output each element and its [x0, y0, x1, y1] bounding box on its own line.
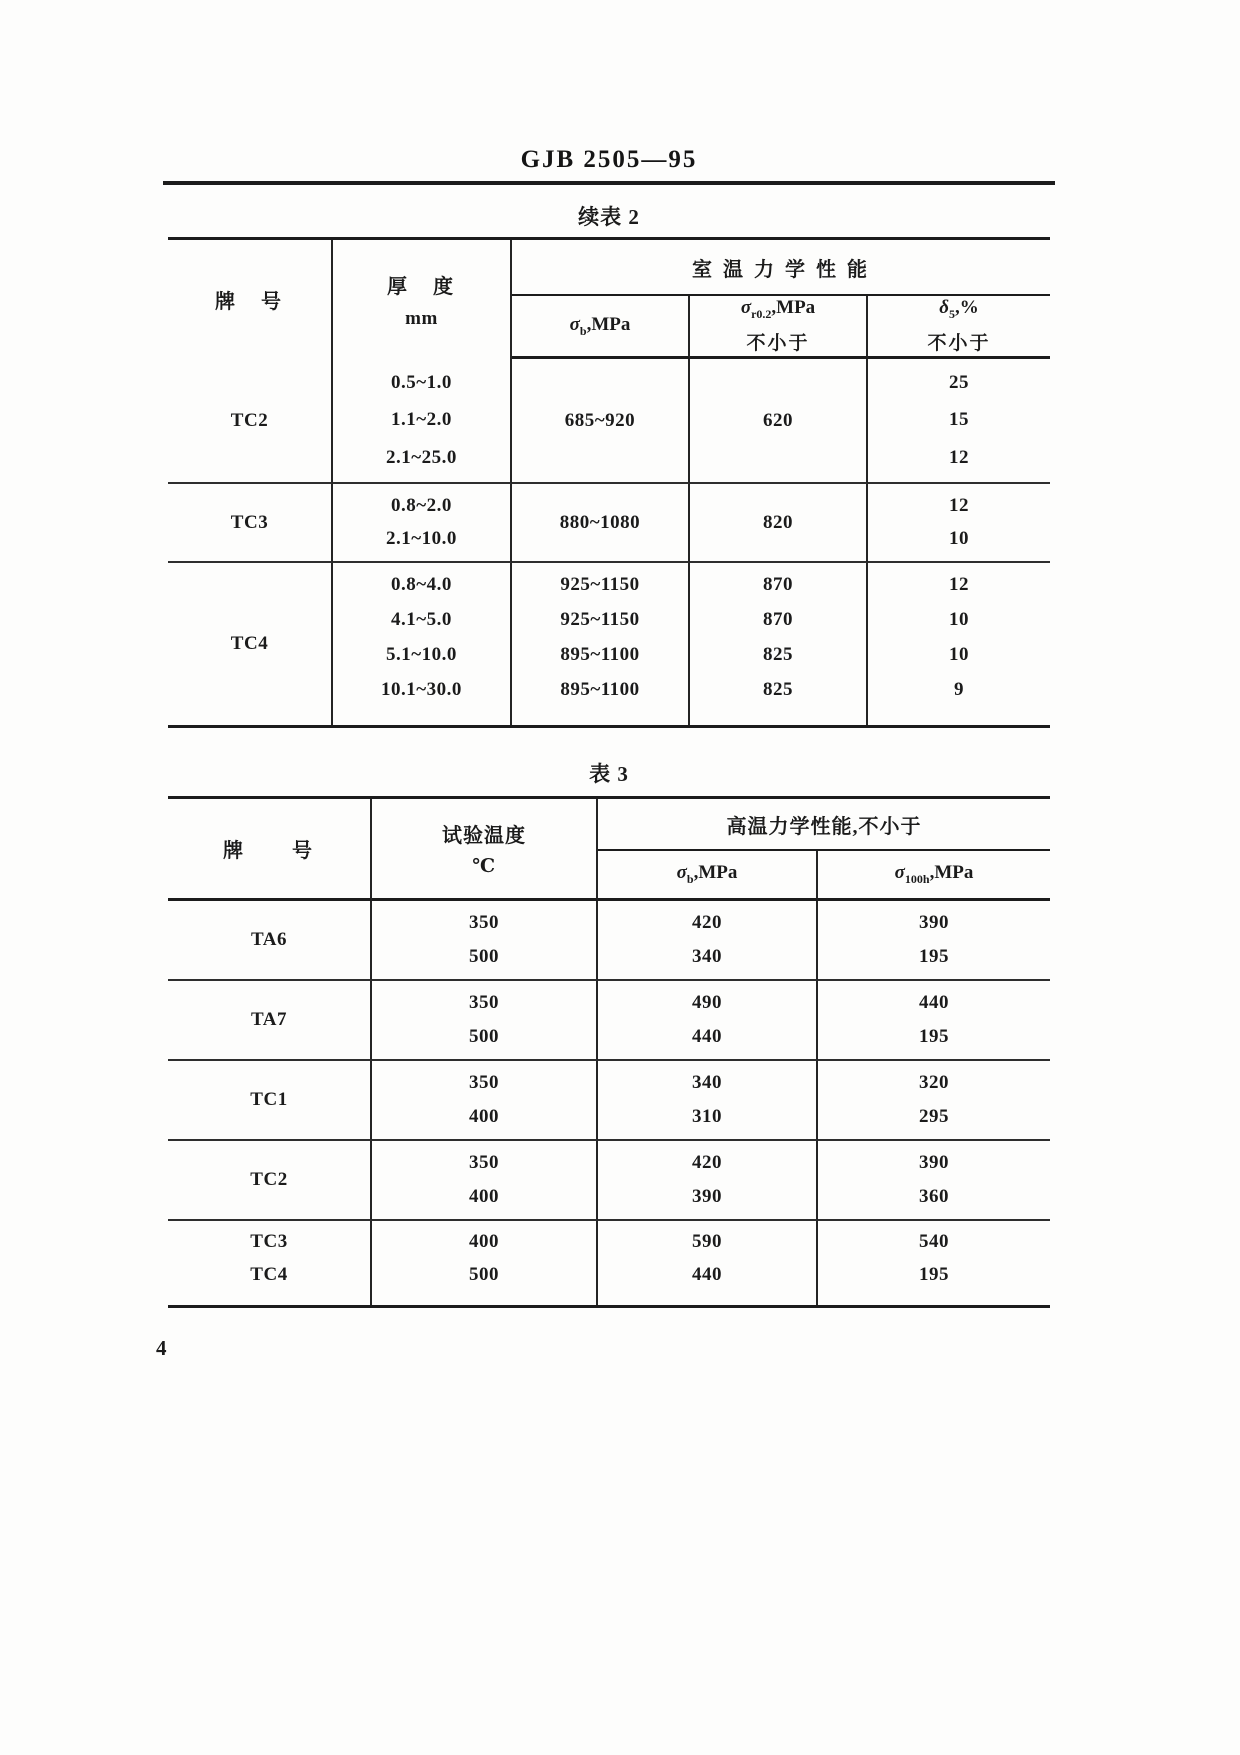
table-cell-value: 540 [919, 1231, 949, 1253]
table-cell-value: 15 [949, 409, 969, 431]
table2-row-tc3-thickness [333, 484, 512, 563]
table-cell-value: 195 [919, 946, 949, 967]
table2-row-tc4-delta5 [868, 563, 1050, 725]
table2-row-tc3-grade: TC3 [168, 484, 333, 563]
table-cell-value: 590 [692, 1231, 722, 1253]
table2-row-tc3-sigma-r02: 820 [690, 484, 868, 563]
table3-row-ta6-sigma-b [598, 901, 818, 981]
table-cell-value: TC3 [250, 1231, 288, 1253]
table-cell-value: 825 [763, 643, 793, 665]
table-cell-value: 320 [919, 1072, 949, 1093]
table3-header-group-high-temp: 高温力学性能,不小于 [598, 799, 1050, 851]
table3-header-sigma-b [598, 851, 818, 901]
table2-room-temp-properties [168, 237, 1050, 728]
table-cell-value: 500 [469, 946, 499, 967]
table-cell-value: 350 [469, 1152, 499, 1173]
table-cell-value: 870 [763, 609, 793, 631]
table-cell-value: 500 [469, 1026, 499, 1047]
table-cell-value: 295 [919, 1106, 949, 1127]
table-cell-value: 195 [919, 1026, 949, 1047]
table3-row-tc2-sigma-b [598, 1141, 818, 1221]
table2-row-tc2-grade: TC2 [168, 359, 333, 484]
table-cell-value: 870 [763, 574, 793, 596]
table3-row-tc3-tc4-grade [168, 1221, 372, 1305]
table2-row-tc3-sigma-b: 880~1080 [512, 484, 690, 563]
table3-row-tc3-tc4-temp [372, 1221, 598, 1305]
table3-row-tc1-temp [372, 1061, 598, 1141]
sigma-b-symbol: $\sigma_b,MPa$ [676, 862, 738, 886]
table3-row-tc1-grade: TC1 [168, 1061, 372, 1141]
table-cell-value: 390 [919, 912, 949, 933]
table2-header-sigma-b [512, 296, 690, 359]
table-cell-value: 440 [692, 1026, 722, 1047]
table-cell-value: 0.8~4.0 [391, 574, 452, 596]
table2-header-thickness-label: 厚 度 [387, 275, 456, 298]
table-cell-value: 400 [469, 1106, 499, 1127]
sigma-b-symbol: $\sigma_b,MPa$ [569, 313, 631, 338]
table-cell-value: 895~1100 [560, 643, 640, 665]
table3-header-grade: 牌 号 [168, 799, 372, 901]
table-cell-value: 12 [949, 447, 969, 469]
table3-high-temp-properties [168, 796, 1050, 1308]
table3-row-tc3-tc4-sigma-100h [818, 1221, 1050, 1305]
table-cell-value: 340 [692, 1072, 722, 1093]
table-cell-value: 350 [469, 912, 499, 933]
table3-header-sigma-100h [818, 851, 1050, 901]
standard-code-title: GJB 2505—95 [520, 146, 698, 173]
table3-row-ta6-grade: TA6 [168, 901, 372, 981]
table-cell-value: 25 [949, 371, 969, 393]
table-cell-value: 420 [692, 1152, 722, 1173]
table3-row-tc2-grade: TC2 [168, 1141, 372, 1221]
table-cell-value: 350 [469, 992, 499, 1013]
table-cell-value: 5.1~10.0 [386, 643, 457, 665]
table-cell-value: 440 [692, 1263, 722, 1285]
table3-row-ta7-temp [372, 981, 598, 1061]
delta5-symbol: $\delta_5,\%$ [939, 297, 979, 321]
table2-header-sigma-r02-note: 不小于 [746, 332, 810, 354]
table-cell-value: 350 [469, 1072, 499, 1093]
table3-caption: 表 3 [589, 762, 629, 786]
table-cell-value: 12 [949, 574, 969, 596]
table-cell-value: 12 [949, 494, 969, 516]
table-cell-value: 895~1100 [560, 678, 640, 700]
table-cell-value: 4.1~5.0 [391, 609, 452, 631]
table3-row-ta7-sigma-100h [818, 981, 1050, 1061]
table-cell-value: 400 [469, 1231, 499, 1253]
table-cell-value: 1.1~2.0 [391, 409, 452, 431]
page-content [156, 0, 1050, 1361]
table-cell-value: 490 [692, 992, 722, 1013]
table2-row-tc3-delta5 [868, 484, 1050, 563]
table-cell-value: 10.1~30.0 [381, 678, 462, 700]
table-cell-value: 925~1150 [560, 574, 640, 596]
table2-row-tc2-sigma-r02: 620 [690, 359, 868, 484]
table3-row-ta7-sigma-b [598, 981, 818, 1061]
table-cell-value: 500 [469, 1263, 499, 1285]
page-number: 4 [156, 1336, 167, 1360]
table2-row-tc2-delta5 [868, 359, 1050, 484]
table2-row-tc2-sigma-b: 685~920 [512, 359, 690, 484]
sigma-r02-symbol: $\sigma_{r0.2},MPa$ [740, 297, 816, 321]
table-cell-value: 310 [692, 1106, 722, 1127]
table-cell-value: TC4 [250, 1263, 288, 1285]
table2-header-grade: 牌 号 [168, 240, 333, 359]
table2-header-thickness [333, 240, 512, 359]
table-cell-value: 9 [954, 678, 964, 700]
table3-row-ta7-grade: TA7 [168, 981, 372, 1061]
table-cell-value: 340 [692, 946, 722, 967]
table-cell-value: 360 [919, 1186, 949, 1207]
table2-row-tc4-sigma-r02 [690, 563, 868, 725]
table2-header-delta5-note: 不小于 [927, 332, 991, 354]
table-cell-value: 10 [949, 643, 969, 665]
table3-row-tc1-sigma-100h [818, 1061, 1050, 1141]
table3-header-temp-label: 试验温度 [442, 825, 526, 847]
table2-row-tc4-sigma-b [512, 563, 690, 725]
table-cell-value: 825 [763, 678, 793, 700]
table3-row-ta6-temp [372, 901, 598, 981]
table2-row-tc4-grade: TC4 [168, 563, 333, 725]
table-cell-value: 195 [919, 1263, 949, 1285]
table-cell-value: 400 [469, 1186, 499, 1207]
table3-header-temp [372, 799, 598, 901]
table3-row-tc1-sigma-b [598, 1061, 818, 1141]
table2-header-thickness-unit: mm [405, 307, 438, 329]
table2-row-tc4-thickness [333, 563, 512, 725]
table-cell-value: 0.8~2.0 [391, 494, 452, 516]
table-cell-value: 0.5~1.0 [391, 371, 452, 393]
table-cell-value: 440 [919, 992, 949, 1013]
table2-header-delta5 [868, 296, 1050, 359]
table-cell-value: 420 [692, 912, 722, 933]
table3-header-temp-unit: ℃ [472, 856, 496, 877]
table3-row-tc2-sigma-100h [818, 1141, 1050, 1221]
table-cell-value: 2.1~10.0 [386, 528, 457, 550]
table-cell-value: 10 [949, 609, 969, 631]
table-cell-value: 390 [692, 1186, 722, 1207]
table-cell-value: 10 [949, 528, 969, 550]
table-cell-value: 2.1~25.0 [386, 447, 457, 469]
table2-header-sigma-r02 [690, 296, 868, 359]
table2-header-group-room-temp: 室 温 力 学 性 能 [512, 240, 1050, 296]
table3-row-tc2-temp [372, 1141, 598, 1221]
table-cell-value: 925~1150 [560, 609, 640, 631]
table-cell-value: 390 [919, 1152, 949, 1173]
sigma-100h-symbol: $\sigma_{100h},MPa$ [894, 862, 974, 886]
table3-row-ta6-sigma-100h [818, 901, 1050, 981]
table2-row-tc2-thickness [333, 359, 512, 484]
table2-caption: 续表 2 [578, 205, 640, 229]
header-rule [163, 181, 1055, 185]
table3-row-tc3-tc4-sigma-b [598, 1221, 818, 1305]
